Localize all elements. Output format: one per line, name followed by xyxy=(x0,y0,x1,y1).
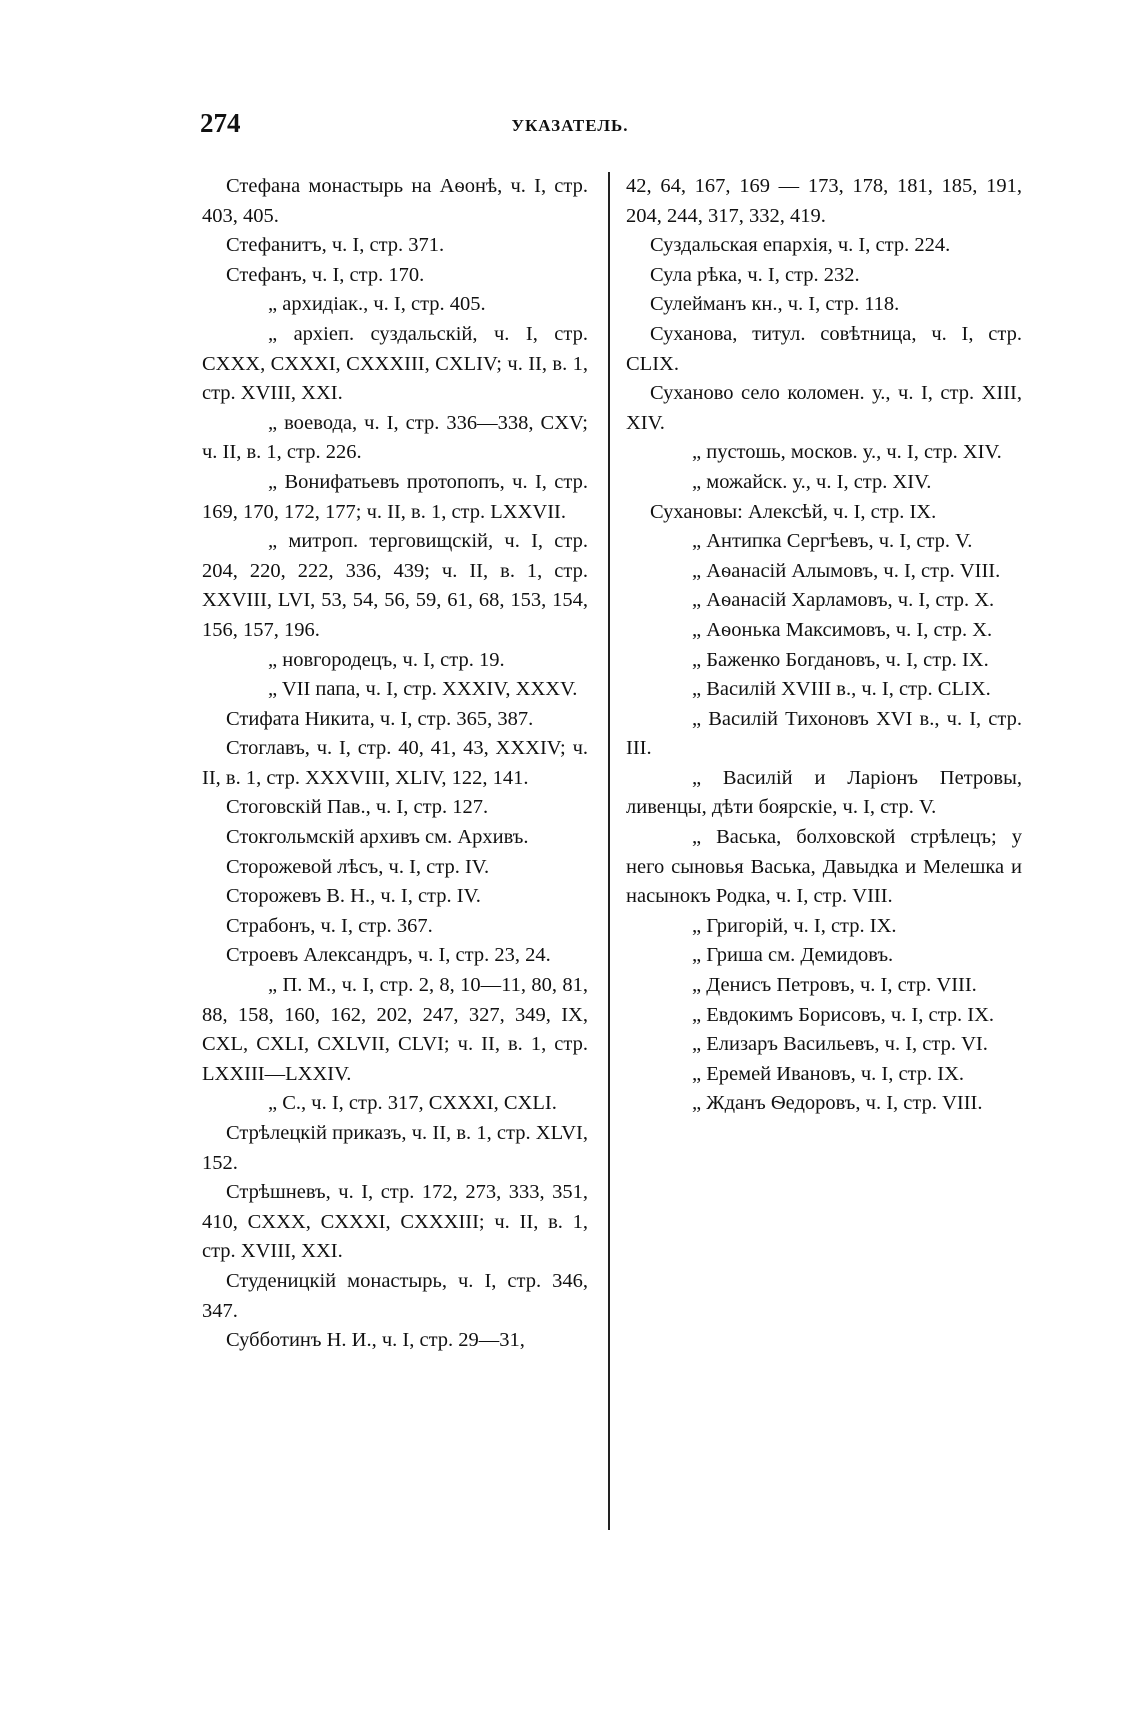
index-entry: „ новгородецъ, ч. I, стр. 19. xyxy=(268,648,505,671)
index-entry: 42, 64, 167, 169 — 173, 178, 181, 185, 191, 204, 244, 317, 332, 419. xyxy=(626,175,1022,227)
index-entry: „ VII папа, ч. I, стр. XXXIV, XXXV. xyxy=(268,678,578,701)
index-entry: „ П. М., ч. I, стр. 2, 8, 10—11, 80, 81, 88, 158, 160, 162, 202, 247, 327, 349, IX, CXL, CXLI, CXLVII, CLVI; ч. II, в. 1, стр. LXXIII—LXXIV. xyxy=(202,974,588,1085)
column-divider xyxy=(608,172,610,1530)
index-entry: Стоговскій Пав., ч. I, стр. 127. xyxy=(226,796,489,819)
index-entry: Строевъ Александръ, ч. I, стр. 23, 24. xyxy=(226,944,551,967)
index-entry: Стокгольмскій архивъ см. Архивъ. xyxy=(226,826,529,849)
index-entry: Субботинъ Н. И., ч. I, стр. 29—31, xyxy=(226,1329,525,1352)
index-entry: Стефанъ, ч. I, стр. 170. xyxy=(226,263,425,286)
index-entry: „ Баженко Богдановъ, ч. I, стр. IX. xyxy=(692,648,989,671)
index-entry: „ Еремей Ивановъ, ч. I, стр. IX. xyxy=(692,1062,965,1085)
index-entry: „ архидіак., ч. I, стр. 405. xyxy=(268,293,486,316)
index-entry: Студеницкій монастырь, ч. I, стр. 346, 347. xyxy=(202,1269,588,1322)
index-entry: Сухановы: Алексѣй, ч. I, стр. IX. xyxy=(650,500,937,523)
index-entry: Страбонъ, ч. I, стр. 367. xyxy=(226,914,433,937)
index-entry: „ можайск. у., ч. I, стр. XIV. xyxy=(692,470,932,493)
index-entry: Сторожевой лѣсъ, ч. I, стр. IV. xyxy=(226,855,490,878)
index-entry: „ пустошь, москов. у., ч. I, стр. XIV. xyxy=(692,441,1002,464)
index-entry: „ Василій Тихоновъ XVI в., ч. I, стр. III. xyxy=(626,707,1022,760)
index-column-left xyxy=(202,172,588,1356)
index-entry: Сула рѣка, ч. I, стр. 232. xyxy=(650,263,860,286)
index-entry: Суздальская епархія, ч. I, стр. 224. xyxy=(650,234,951,257)
index-entry: Стрѣшневъ, ч. I, стр. 172, 273, 333, 351, 410, CXXX, CXXXI, CXXXIII; ч. II, в. 1, стр. XVIII, XXI. xyxy=(202,1181,588,1263)
index-entry: „ Василій и Ларіонъ Петровы, ливенцы, дѣти боярскіе, ч. I, стр. V. xyxy=(626,766,1022,819)
index-entry: „ Денисъ Петровъ, ч. I, стр. VIII. xyxy=(692,974,977,997)
index-entry: „ Жданъ Ѳедоровъ, ч. I, стр. VIII. xyxy=(692,1092,983,1115)
index-entry: Сулейманъ кн., ч. I, стр. 118. xyxy=(650,293,900,316)
page-number: 274 xyxy=(200,108,241,138)
index-entry: „ Гриша см. Демидовъ. xyxy=(692,944,894,967)
index-entry: „ Елизаръ Васильевъ, ч. I, стр. VI. xyxy=(692,1033,988,1056)
index-entry: „ Васька, болховской стрѣлецъ; у него сыновья Васька, Давыдка и Мелешка и насынокъ Родка, ч. I, стр. VIII. xyxy=(626,826,1022,908)
index-entry: Стефана монастырь на Аѳонѣ, ч. I, стр. 403, 405. xyxy=(202,175,588,227)
index-entry: „ Аѳанасій Алымовъ, ч. I, стр. VIII. xyxy=(692,559,1001,582)
index-entry: „ Аѳонька Максимовъ, ч. I, стр. X. xyxy=(692,618,993,641)
index-entry: Стефанитъ, ч. I, стр. 371. xyxy=(226,234,445,257)
index-entry: „ воевода, ч. I, стр. 336—338, CXV; ч. II, в. 1, стр. 226. xyxy=(202,411,588,464)
index-entry: „ Евдокимъ Борисовъ, ч. I, стр. IX. xyxy=(692,1003,995,1026)
index-entry: „ митроп. терговищскій, ч. I, стр. 204, 220, 222, 336, 439; ч. II, в. 1, стр. XXVIII, LVI, 53, 54, 56, 59, 61, 68, 153, 154, 156, 157, 196. xyxy=(202,530,588,641)
index-entry: „ Аѳанасій Харламовъ, ч. I, стр. X. xyxy=(692,589,995,612)
index-entry: „ Вонифатьевъ протопопъ, ч. I, стр. 169, 170, 172, 177; ч. II, в. 1, стр. LXXVII. xyxy=(202,470,588,523)
index-entry: „ Антипка Сергѣевъ, ч. I, стр. V. xyxy=(692,530,973,553)
index-entry: „ архіеп. суздальскій, ч. I, стр. CXXX, CXXXI, CXXXIII, CXLIV; ч. II, в. 1, стр. XVIII, XXI. xyxy=(202,322,588,405)
index-entry: Стифата Никита, ч. I, стр. 365, 387. xyxy=(226,707,534,730)
running-title: УКАЗАТЕЛЬ. xyxy=(511,116,629,135)
index-entry: Стрѣлецкій приказъ, ч. II, в. 1, стр. XLVI, 152. xyxy=(202,1122,588,1174)
index-entry: Суханово село коломен. у., ч. I, стр. XIII, XIV. xyxy=(626,382,1022,434)
index-entry: „ Василій XVIII в., ч. I, стр. CLIX. xyxy=(692,678,991,701)
page-header xyxy=(200,108,940,148)
index-entry: „ С., ч. I, стр. 317, CXXXI, CXLI. xyxy=(268,1092,557,1115)
index-column-right xyxy=(626,172,1022,1119)
index-entry: Сторожевъ В. Н., ч. I, стр. IV. xyxy=(226,885,481,908)
index-entry: Суханова, титул. совѣтница, ч. I, стр. CLIX. xyxy=(626,322,1022,375)
index-entry: „ Григорій, ч. I, стр. IX. xyxy=(692,914,897,937)
index-entry: Стоглавъ, ч. I, стр. 40, 41, 43, XXXIV; ч. II, в. 1, стр. XXXVIII, XLIV, 122, 141. xyxy=(202,737,588,789)
